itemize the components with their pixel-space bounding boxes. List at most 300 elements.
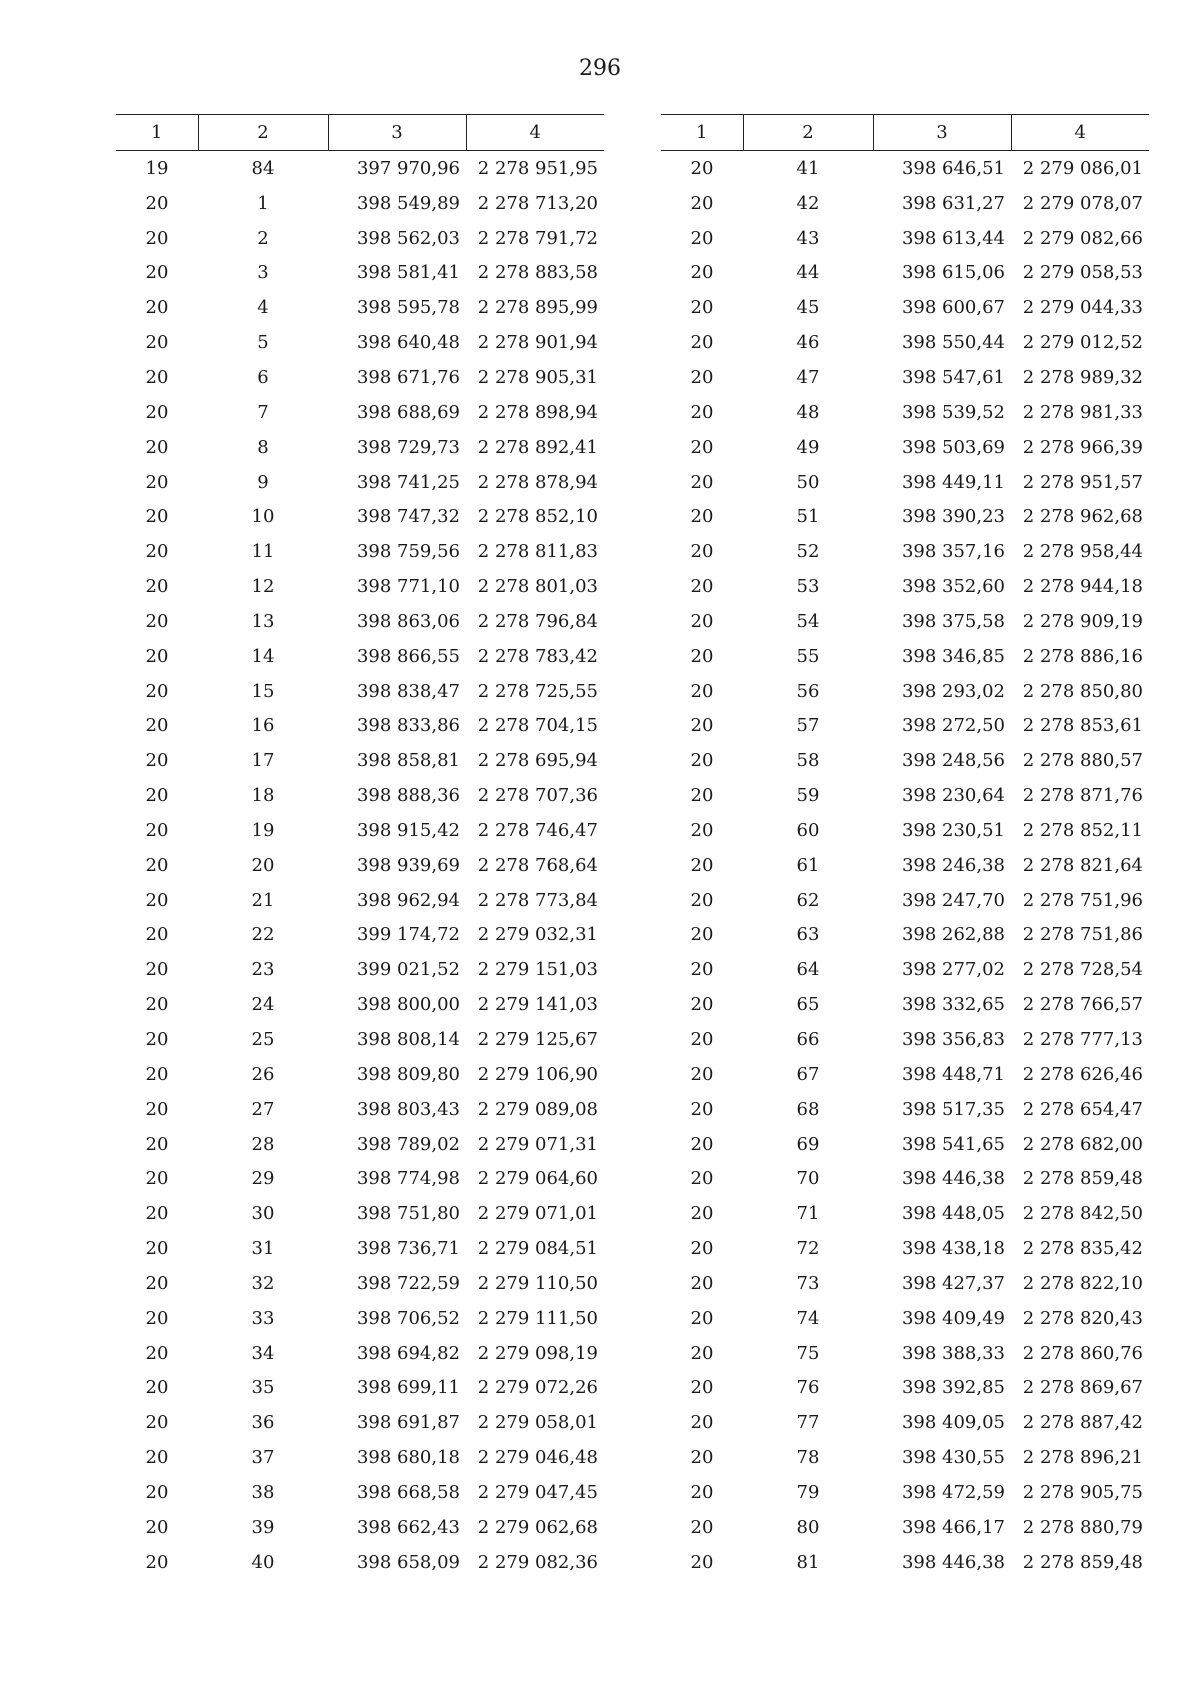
cell-contour: 20 (690, 1516, 714, 1538)
cell-contour: 20 (145, 715, 169, 737)
cell-x: 398 838,47 (356, 680, 460, 702)
cell-x: 398 803,43 (356, 1098, 460, 1120)
cell-y: 2 278 981,33 (1022, 401, 1143, 423)
cell-y: 2 278 654,47 (1022, 1098, 1143, 1120)
cell-x: 398 808,14 (356, 1029, 460, 1051)
cell-x: 399 021,52 (356, 959, 460, 981)
table-row (116, 1475, 604, 1510)
cell-y: 2 279 071,01 (477, 1203, 598, 1225)
cell-contour: 20 (145, 785, 169, 807)
cell-point: 6 (257, 366, 269, 388)
table-row (661, 813, 1149, 848)
cell-point: 15 (251, 680, 275, 702)
table-row (661, 1231, 1149, 1266)
cell-y: 2 279 064,60 (477, 1168, 598, 1190)
table-row (661, 1301, 1149, 1336)
cell-point: 66 (796, 1029, 820, 1051)
cell-point: 21 (251, 889, 275, 911)
cell-y: 2 279 032,31 (477, 924, 598, 946)
table-row (661, 848, 1149, 883)
cell-y: 2 278 766,57 (1022, 994, 1143, 1016)
cell-x: 398 668,58 (356, 1481, 460, 1503)
cell-contour: 20 (145, 1168, 169, 1190)
cell-contour: 20 (690, 994, 714, 1016)
cell-y: 2 278 962,68 (1022, 506, 1143, 528)
cell-contour: 20 (145, 1412, 169, 1434)
cell-x: 398 729,73 (356, 436, 460, 458)
table-row (661, 151, 1149, 186)
cell-y: 2 278 896,21 (1022, 1447, 1143, 1469)
cell-x: 398 438,18 (901, 1238, 1005, 1260)
cell-contour: 20 (145, 610, 169, 632)
cell-y: 2 278 725,55 (477, 680, 598, 702)
cell-x: 398 662,43 (356, 1516, 460, 1538)
cell-x: 398 613,44 (901, 227, 1005, 249)
header-col-4: 4 (1011, 115, 1149, 151)
cell-contour: 20 (690, 192, 714, 214)
cell-y: 2 278 728,54 (1022, 959, 1143, 981)
cell-point: 14 (251, 645, 275, 667)
cell-contour: 20 (690, 1203, 714, 1225)
cell-point: 4 (257, 297, 269, 319)
cell-point: 39 (251, 1516, 275, 1538)
cell-point: 53 (796, 576, 820, 598)
table-row (116, 987, 604, 1022)
cell-x: 398 615,06 (901, 262, 1005, 284)
cell-contour: 20 (145, 1029, 169, 1051)
cell-point: 23 (251, 959, 275, 981)
table-row (116, 1440, 604, 1475)
cell-y: 2 278 880,57 (1022, 750, 1143, 772)
cell-point: 45 (796, 297, 820, 319)
cell-y: 2 278 989,32 (1022, 366, 1143, 388)
table-row (116, 1405, 604, 1440)
cell-point: 11 (251, 541, 275, 563)
table-row (661, 534, 1149, 569)
table-row (661, 290, 1149, 325)
cell-y: 2 279 141,03 (477, 994, 598, 1016)
cell-point: 42 (796, 192, 820, 214)
cell-x: 398 549,89 (356, 192, 460, 214)
cell-point: 43 (796, 227, 820, 249)
cell-x: 398 915,42 (356, 819, 460, 841)
cell-y: 2 278 796,84 (477, 610, 598, 632)
table-row (116, 1266, 604, 1301)
table-row (116, 569, 604, 604)
cell-point: 57 (796, 715, 820, 737)
table-row (661, 1371, 1149, 1406)
cell-y: 2 279 084,51 (477, 1238, 598, 1260)
cell-y: 2 278 905,31 (477, 366, 598, 388)
cell-contour: 20 (145, 750, 169, 772)
table-row (661, 952, 1149, 987)
cell-contour: 20 (145, 1272, 169, 1294)
cell-x: 398 430,55 (901, 1447, 1005, 1469)
cell-y: 2 278 871,76 (1022, 785, 1143, 807)
cell-x: 398 262,88 (901, 924, 1005, 946)
cell-contour: 20 (145, 1377, 169, 1399)
table-row (116, 360, 604, 395)
cell-x: 398 688,69 (356, 401, 460, 423)
cell-point: 12 (251, 576, 275, 598)
cell-y: 2 278 626,46 (1022, 1063, 1143, 1085)
cell-contour: 20 (145, 680, 169, 702)
cell-x: 398 600,67 (901, 297, 1005, 319)
cell-x: 398 858,81 (356, 750, 460, 772)
page-number: 296 (579, 56, 621, 81)
cell-contour: 20 (690, 610, 714, 632)
cell-contour: 20 (690, 1307, 714, 1329)
cell-contour: 20 (145, 1342, 169, 1364)
cell-y: 2 279 151,03 (477, 959, 598, 981)
cell-x: 398 631,27 (901, 192, 1005, 214)
cell-point: 76 (796, 1377, 820, 1399)
cell-point: 27 (251, 1098, 275, 1120)
cell-y: 2 278 869,67 (1022, 1377, 1143, 1399)
table-row (116, 1092, 604, 1127)
cell-y: 2 279 082,36 (477, 1551, 598, 1573)
cell-contour: 20 (145, 924, 169, 946)
cell-point: 77 (796, 1412, 820, 1434)
cell-point: 8 (257, 436, 269, 458)
table-row (661, 1022, 1149, 1057)
cell-x: 398 356,83 (901, 1029, 1005, 1051)
table-row (661, 674, 1149, 709)
table-row (116, 1196, 604, 1231)
cell-x: 397 970,96 (356, 157, 460, 179)
table-row (116, 290, 604, 325)
cell-x: 399 174,72 (356, 924, 460, 946)
cell-y: 2 278 821,64 (1022, 854, 1143, 876)
table-row (116, 534, 604, 569)
cell-x: 398 595,78 (356, 297, 460, 319)
cell-contour: 20 (690, 262, 714, 284)
cell-point: 19 (251, 819, 275, 841)
table-row (661, 1092, 1149, 1127)
header-col-3: 3 (328, 115, 466, 151)
cell-contour: 20 (145, 541, 169, 563)
cell-contour: 20 (690, 1551, 714, 1573)
table-row (116, 709, 604, 744)
cell-y: 2 278 783,42 (477, 645, 598, 667)
table-row (116, 1545, 604, 1580)
cell-y: 2 279 062,68 (477, 1516, 598, 1538)
cell-x: 398 866,55 (356, 645, 460, 667)
table-row (661, 1127, 1149, 1162)
cell-y: 2 278 773,84 (477, 889, 598, 911)
cell-x: 398 800,00 (356, 994, 460, 1016)
cell-point: 78 (796, 1447, 820, 1469)
cell-point: 50 (796, 471, 820, 493)
cell-contour: 20 (690, 1481, 714, 1503)
cell-contour: 20 (145, 994, 169, 1016)
cell-x: 398 562,03 (356, 227, 460, 249)
table-row (661, 499, 1149, 534)
cell-x: 398 646,51 (901, 157, 1005, 179)
cell-contour: 20 (690, 715, 714, 737)
table-row (116, 743, 604, 778)
table-row (116, 604, 604, 639)
cell-x: 398 736,71 (356, 1238, 460, 1260)
cell-x: 398 357,16 (901, 541, 1005, 563)
cell-x: 398 248,56 (901, 750, 1005, 772)
cell-contour: 20 (145, 889, 169, 911)
cell-contour: 20 (145, 471, 169, 493)
cell-y: 2 278 860,76 (1022, 1342, 1143, 1364)
cell-point: 52 (796, 541, 820, 563)
table-row (116, 1127, 604, 1162)
header-col-4: 4 (466, 115, 604, 151)
cell-y: 2 279 110,50 (477, 1272, 598, 1294)
cell-y: 2 278 850,80 (1022, 680, 1143, 702)
cell-x: 398 771,10 (356, 576, 460, 598)
cell-point: 17 (251, 750, 275, 772)
cell-y: 2 279 044,33 (1022, 297, 1143, 319)
cell-y: 2 278 842,50 (1022, 1203, 1143, 1225)
cell-x: 398 640,48 (356, 332, 460, 354)
cell-y: 2 278 852,10 (477, 506, 598, 528)
cell-x: 398 388,33 (901, 1342, 1005, 1364)
table-row (116, 256, 604, 291)
cell-point: 62 (796, 889, 820, 911)
cell-point: 2 (257, 227, 269, 249)
cell-x: 398 658,09 (356, 1551, 460, 1573)
table-row (116, 151, 604, 186)
cell-y: 2 278 966,39 (1022, 436, 1143, 458)
cell-y: 2 278 951,95 (477, 157, 598, 179)
cell-y: 2 278 859,48 (1022, 1168, 1143, 1190)
cell-x: 398 722,59 (356, 1272, 460, 1294)
table-row (116, 883, 604, 918)
cell-point: 20 (251, 854, 275, 876)
cell-x: 398 809,80 (356, 1063, 460, 1085)
cell-contour: 20 (690, 889, 714, 911)
cell-y: 2 278 944,18 (1022, 576, 1143, 598)
cell-y: 2 278 909,19 (1022, 610, 1143, 632)
cell-contour: 20 (145, 1481, 169, 1503)
cell-point: 30 (251, 1203, 275, 1225)
header-col-2: 2 (198, 115, 328, 151)
cell-point: 18 (251, 785, 275, 807)
cell-contour: 20 (690, 506, 714, 528)
table-row (661, 987, 1149, 1022)
cell-x: 398 409,49 (901, 1307, 1005, 1329)
cell-x: 398 409,05 (901, 1412, 1005, 1434)
cell-point: 81 (796, 1551, 820, 1573)
cell-contour: 20 (690, 1029, 714, 1051)
cell-x: 398 466,17 (901, 1516, 1005, 1538)
cell-point: 7 (257, 401, 269, 423)
cell-y: 2 279 106,90 (477, 1063, 598, 1085)
cell-y: 2 279 089,08 (477, 1098, 598, 1120)
table-row (661, 186, 1149, 221)
cell-y: 2 278 791,72 (477, 227, 598, 249)
table-row (116, 1371, 604, 1406)
cell-y: 2 279 012,52 (1022, 332, 1143, 354)
table-row (661, 639, 1149, 674)
cell-point: 9 (257, 471, 269, 493)
cell-x: 398 446,38 (901, 1168, 1005, 1190)
cell-x: 398 541,65 (901, 1133, 1005, 1155)
cell-y: 2 279 082,66 (1022, 227, 1143, 249)
cell-contour: 20 (145, 854, 169, 876)
table-row (116, 465, 604, 500)
cell-point: 56 (796, 680, 820, 702)
table-row (661, 604, 1149, 639)
table-row (661, 360, 1149, 395)
cell-x: 398 671,76 (356, 366, 460, 388)
cell-point: 64 (796, 959, 820, 981)
table-row (661, 325, 1149, 360)
cell-contour: 20 (145, 506, 169, 528)
cell-x: 398 741,25 (356, 471, 460, 493)
cell-x: 398 691,87 (356, 1412, 460, 1434)
cell-contour: 20 (145, 227, 169, 249)
cell-contour: 20 (145, 819, 169, 841)
cell-point: 70 (796, 1168, 820, 1190)
cell-contour: 20 (690, 645, 714, 667)
table-row (116, 430, 604, 465)
header-col-3: 3 (873, 115, 1011, 151)
header-col-1: 1 (661, 115, 743, 151)
cell-contour: 20 (690, 1342, 714, 1364)
cell-x: 398 472,59 (901, 1481, 1005, 1503)
cell-y: 2 278 852,11 (1022, 819, 1143, 841)
cell-y: 2 278 695,94 (477, 750, 598, 772)
table-row (116, 952, 604, 987)
cell-point: 22 (251, 924, 275, 946)
cell-point: 65 (796, 994, 820, 1016)
cell-contour: 20 (690, 541, 714, 563)
cell-point: 10 (251, 506, 275, 528)
cell-y: 2 278 878,94 (477, 471, 598, 493)
table-row (116, 186, 604, 221)
cell-point: 72 (796, 1238, 820, 1260)
cell-y: 2 278 801,03 (477, 576, 598, 598)
cell-contour: 20 (690, 1272, 714, 1294)
cell-x: 398 272,50 (901, 715, 1005, 737)
cell-point: 35 (251, 1377, 275, 1399)
cell-y: 2 278 777,13 (1022, 1029, 1143, 1051)
cell-point: 46 (796, 332, 820, 354)
cell-contour: 20 (690, 1377, 714, 1399)
cell-y: 2 279 058,53 (1022, 262, 1143, 284)
cell-x: 398 346,85 (901, 645, 1005, 667)
table-row (116, 918, 604, 953)
cell-y: 2 278 880,79 (1022, 1516, 1143, 1538)
table-row (116, 395, 604, 430)
table-row (661, 1440, 1149, 1475)
cell-x: 398 503,69 (901, 436, 1005, 458)
cell-contour: 20 (690, 576, 714, 598)
cell-point: 32 (251, 1272, 275, 1294)
cell-contour: 20 (690, 227, 714, 249)
cell-x: 398 293,02 (901, 680, 1005, 702)
cell-x: 398 247,70 (901, 889, 1005, 911)
cell-contour: 20 (145, 1307, 169, 1329)
cell-y: 2 278 883,58 (477, 262, 598, 284)
table-row (116, 1510, 604, 1545)
cell-x: 398 449,11 (901, 471, 1005, 493)
table-row (661, 256, 1149, 291)
cell-y: 2 278 713,20 (477, 192, 598, 214)
table-row (116, 848, 604, 883)
cell-point: 31 (251, 1238, 275, 1260)
table-row (116, 1301, 604, 1336)
cell-contour: 20 (690, 471, 714, 493)
coordinates-table-right (661, 114, 1149, 1580)
cell-contour: 20 (690, 1168, 714, 1190)
cell-contour: 20 (690, 785, 714, 807)
cell-contour: 20 (690, 680, 714, 702)
header-col-2: 2 (743, 115, 873, 151)
cell-point: 80 (796, 1516, 820, 1538)
table-row (116, 813, 604, 848)
cell-x: 398 448,05 (901, 1203, 1005, 1225)
cell-y: 2 278 820,43 (1022, 1307, 1143, 1329)
cell-point: 44 (796, 262, 820, 284)
cell-contour: 20 (145, 436, 169, 458)
cell-x: 398 789,02 (356, 1133, 460, 1155)
cell-y: 2 278 822,10 (1022, 1272, 1143, 1294)
cell-point: 61 (796, 854, 820, 876)
cell-y: 2 278 901,94 (477, 332, 598, 354)
cell-point: 74 (796, 1307, 820, 1329)
cell-x: 398 962,94 (356, 889, 460, 911)
cell-point: 38 (251, 1481, 275, 1503)
cell-contour: 20 (145, 297, 169, 319)
cell-x: 398 694,82 (356, 1342, 460, 1364)
cell-point: 29 (251, 1168, 275, 1190)
cell-point: 13 (251, 610, 275, 632)
table-row (661, 1545, 1149, 1580)
cell-x: 398 448,71 (901, 1063, 1005, 1085)
cell-contour: 20 (145, 576, 169, 598)
cell-point: 79 (796, 1481, 820, 1503)
cell-y: 2 279 111,50 (477, 1307, 598, 1329)
cell-x: 398 427,37 (901, 1272, 1005, 1294)
cell-x: 398 774,98 (356, 1168, 460, 1190)
cell-point: 33 (251, 1307, 275, 1329)
cell-y: 2 278 746,47 (477, 819, 598, 841)
cell-y: 2 279 072,26 (477, 1377, 598, 1399)
cell-contour: 20 (690, 297, 714, 319)
table-header-row (661, 115, 1149, 151)
cell-point: 49 (796, 436, 820, 458)
cell-contour: 20 (145, 401, 169, 423)
cell-contour: 20 (690, 959, 714, 981)
cell-x: 398 699,11 (356, 1377, 460, 1399)
table-row (661, 1405, 1149, 1440)
cell-contour: 20 (690, 1098, 714, 1120)
cell-point: 1 (257, 192, 269, 214)
cell-y: 2 278 835,42 (1022, 1238, 1143, 1260)
cell-point: 24 (251, 994, 275, 1016)
cell-y: 2 278 958,44 (1022, 541, 1143, 563)
cell-point: 75 (796, 1342, 820, 1364)
coordinates-table-left (116, 114, 604, 1580)
table-row (661, 883, 1149, 918)
cell-contour: 20 (690, 436, 714, 458)
cell-point: 37 (251, 1447, 275, 1469)
table-row (661, 395, 1149, 430)
cell-point: 41 (796, 157, 820, 179)
cell-x: 398 888,36 (356, 785, 460, 807)
cell-point: 59 (796, 785, 820, 807)
cell-y: 2 278 704,15 (477, 715, 598, 737)
cell-contour: 20 (145, 1098, 169, 1120)
cell-x: 398 751,80 (356, 1203, 460, 1225)
